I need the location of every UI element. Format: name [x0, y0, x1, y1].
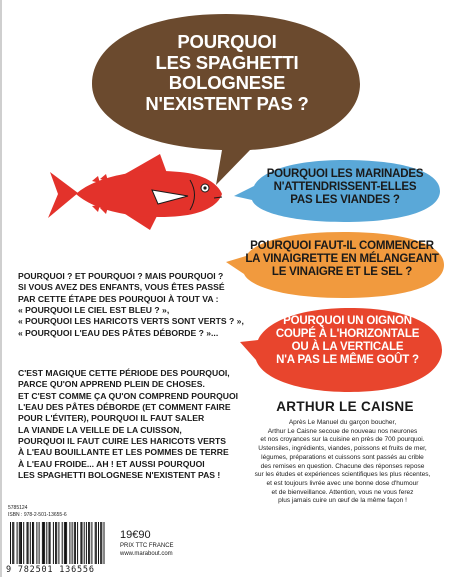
- barcode-bar: [42, 522, 43, 564]
- barcode-bar: [100, 522, 101, 564]
- barcode-bar: [44, 522, 45, 564]
- intro-line: ET C'EST COMME ÇA QU'ON COMPREND POURQUOI: [18, 390, 239, 401]
- description-line: des remises en question. Chacune des réponses repose: [260, 462, 425, 470]
- author-name: ARTHUR LE CAISNE: [276, 399, 414, 414]
- barcode-bar: [98, 522, 99, 564]
- intro-line: « POURQUOI LES HARICOTS VERTS SONT VERTS ? »,: [18, 316, 244, 327]
- orange-line-3: LE VINAIGRE ET LE SEL ?: [271, 265, 413, 278]
- intro-line: POUR L'ÉVITER), POURQUOI IL FAUT SALER: [18, 413, 205, 424]
- barcode-bar: [75, 522, 76, 564]
- barcode-bar: [74, 522, 75, 564]
- isbn: ISBN : 978-2-501-13655-6: [8, 512, 67, 518]
- intro-line: POURQUOI ? ET POURQUOI ? MAIS POURQUOI ?: [18, 271, 224, 281]
- barcode-bar: [20, 522, 21, 564]
- red-bubble-text: [255, 315, 440, 367]
- brown-bubble-text: [112, 32, 342, 115]
- price: 19€90: [120, 529, 151, 541]
- barcode-bar: [91, 522, 92, 564]
- barcode-bar: [53, 522, 54, 564]
- barcode-bar: [32, 522, 33, 564]
- description-line: légumes, préparations et cuissons sont passés au crible: [261, 453, 424, 461]
- blue-line-2: N'ATTENDRISSENT-ELLES: [273, 180, 417, 193]
- orange-line-1: POURQUOI FAUT-IL COMMENCER: [250, 240, 434, 252]
- barcode-bar: [84, 522, 85, 564]
- barcode-bar: [64, 522, 65, 564]
- description-line: plus jamais cuire un œuf de la même façon !: [278, 497, 407, 505]
- barcode-bar: [17, 522, 18, 564]
- barcode-bar: [62, 522, 63, 564]
- description-line: sur les études et expériences scientifiques les plus récentes,: [254, 471, 431, 479]
- blue-line-3: PAS LES VIANDES ?: [290, 193, 400, 206]
- barcode-bar: [86, 522, 87, 564]
- product-code: 5785124: [8, 505, 28, 511]
- brown-line-3: BOLOGNESE: [168, 72, 286, 94]
- intro-line: « POURQUOI L'EAU DES PÂTES DÉBORDE ? »...: [18, 327, 219, 338]
- barcode-bar: [65, 522, 66, 564]
- orange-line-2: LA VINAIGRETTE EN MÉLANGEANT: [245, 252, 439, 265]
- red-line-4: N'A PAS LE MÊME GOÛT ?: [276, 353, 419, 366]
- barcode-bar: [10, 522, 11, 564]
- barcode-bar: [27, 522, 28, 564]
- barcode-bar: [66, 522, 67, 564]
- barcode-bar: [21, 522, 22, 564]
- barcode-bar: [23, 522, 24, 564]
- paragraph-gap: [18, 348, 238, 359]
- barcode-bar: [30, 522, 31, 564]
- intro-line: POURQUOI IL FAUT CUIRE LES HARICOTS VERTS: [18, 436, 227, 447]
- barcode-bar: [56, 522, 57, 564]
- barcode-bar: [50, 522, 51, 564]
- red-line-2: COUPÉ À L'HORIZONTALE: [275, 327, 420, 340]
- brown-line-2: LES SPAGHETTI: [155, 51, 299, 73]
- barcode-bar: [89, 522, 90, 564]
- barcode-bar: [33, 522, 34, 564]
- intro-line: À L'EAU BOUILLANTE ET LES POMMES DE TERRE: [18, 447, 229, 458]
- barcode-bar: [46, 522, 47, 564]
- barcode-number: 9 782501 136556: [6, 565, 95, 575]
- barcode-bar: [58, 522, 59, 564]
- description-line: Ustensiles, ingrédients, viandes, poissons et fruits de mer,: [258, 445, 427, 453]
- barcode-bar: [39, 522, 40, 564]
- description-line: et nos croyances sur la cuisine en près de 700 pourquoi.: [260, 436, 425, 444]
- intro-line: SI VOUS AVEZ DES ENFANTS, VOUS ÊTES PASSÉ: [18, 282, 225, 293]
- intro-line: C'EST MAGIQUE CETTE PÉRIODE DES POURQUOI,: [18, 368, 230, 379]
- intro-line: PAR CETTE ÉTAPE DES POURQUOI À TOUT VA :: [18, 293, 219, 304]
- book-description: [240, 419, 445, 506]
- price-label: PRIX TTC FRANCE: [120, 543, 174, 549]
- barcode-bar: [28, 522, 29, 564]
- description-line: Après Le Manuel du garçon boucher,: [288, 419, 397, 426]
- tuna-fish-icon: [48, 154, 222, 230]
- brown-line-4: N'EXISTENT PAS ?: [145, 93, 309, 115]
- description-line: et est toujours livrée avec une bonne dose d'humour: [266, 479, 419, 487]
- intro-line: PARCE QU'ON APPREND PLEIN DE CHOSES.: [18, 379, 205, 390]
- publisher-website: www.marabout.com: [120, 551, 173, 557]
- barcode-bar: [55, 522, 56, 564]
- description-line: Arthur Le Caisne secoue de nouveau nos neurones: [267, 427, 418, 435]
- blue-line-1: POURQUOI LES MARINADES: [266, 168, 424, 180]
- barcode-bar: [69, 522, 70, 564]
- barcode-bar: [96, 522, 97, 564]
- barcode-bar: [19, 522, 20, 564]
- barcode-bar: [36, 522, 37, 564]
- barcode-bar: [12, 522, 13, 564]
- barcode-bar: [95, 522, 96, 564]
- barcode-bar: [104, 522, 105, 564]
- intro-line: « POURQUOI LE CIEL EST BLEU ? »,: [18, 305, 170, 316]
- brown-line-1: POURQUOI: [177, 31, 277, 52]
- intro-line: À L'EAU FROIDE... AH ! ET AUSSI POURQUOI: [18, 458, 205, 469]
- intro-line: L'EAU DES PÂTES DÉBORDE (ET COMMENT FAIRE: [18, 402, 231, 413]
- red-line-3: OU À LA VERTICALE: [291, 340, 404, 353]
- barcode-bar: [82, 522, 83, 564]
- barcode-bar: [43, 522, 44, 564]
- intro-line: LA VIANDE LA VEILLE DE LA CUISSON,: [18, 424, 182, 435]
- red-line-1: POURQUOI UN OIGNON: [283, 315, 412, 327]
- barcode-bar: [101, 522, 102, 564]
- orange-bubble-text: [242, 240, 442, 279]
- barcode-bar: [13, 522, 14, 564]
- intro-line: LES SPAGHETTI BOLOGNESE N'EXISTENT PAS !: [18, 470, 221, 481]
- barcode-bar: [88, 522, 89, 564]
- barcode-bar: [72, 522, 73, 564]
- barcode-icon: [10, 522, 105, 564]
- barcode-bar: [77, 522, 78, 564]
- blue-bubble-text: [255, 168, 435, 207]
- description-line: et de bienveillance. Attention, vous ne vous ferez: [271, 488, 414, 496]
- barcode-bar: [49, 522, 50, 564]
- barcode-bar: [80, 522, 81, 564]
- intro-text: [18, 262, 244, 491]
